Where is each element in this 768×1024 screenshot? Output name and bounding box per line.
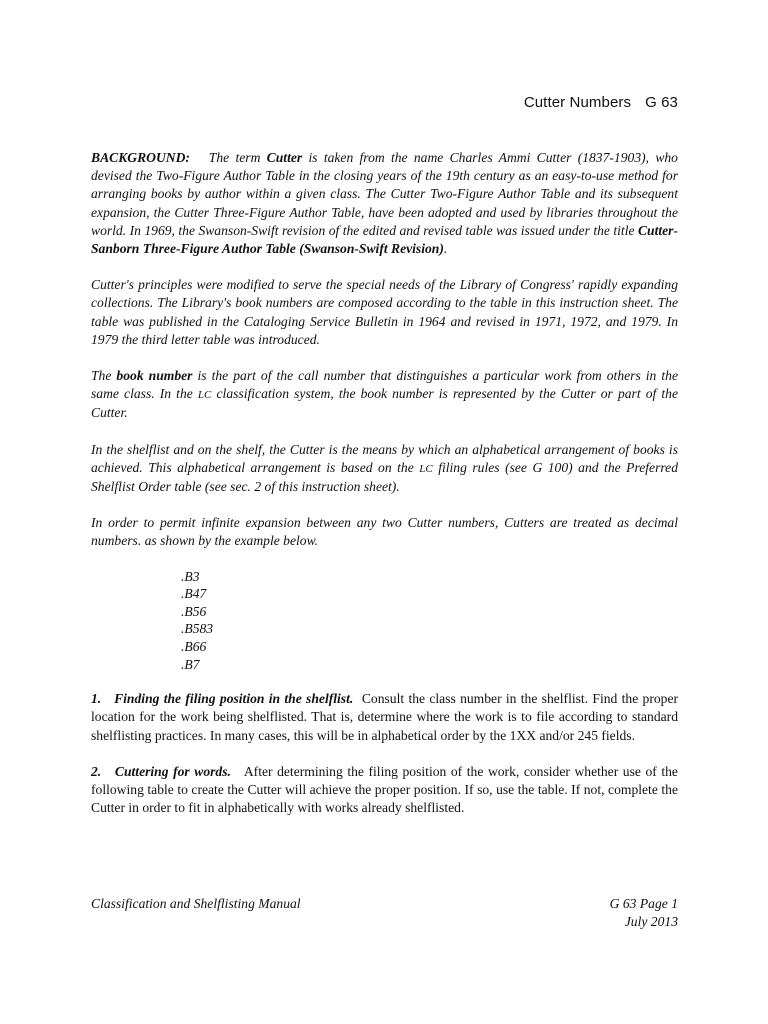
shelflist-paragraph <box>91 441 678 497</box>
background-text-1: The term <box>208 150 261 165</box>
cutter-example: .B583 <box>181 621 214 637</box>
footer-page-number: G 63 Page 1 <box>609 896 678 911</box>
cutter-example-list <box>181 568 678 674</box>
section-2-number: 2. <box>91 763 102 779</box>
header-title: Cutter Numbers <box>523 94 632 111</box>
background-text-2: is taken from the name Charles Ammi Cutter (1837-1903), who devised the Two-Figure Author Table in the closing years of the 19th century as an easy-to-use method for arranging books by author within a given class. The Cutter Two-Figure Author Table and its subsequent expansion, the Cutter Three-Figure Author Table, have been adopted and used by libraries throughout the world. In 1969, the Swanson-Swift revision of the edited and revised table was issued under the title <box>91 150 678 238</box>
background-text-3: . <box>443 241 448 257</box>
section-2-paragraph <box>91 763 678 818</box>
term-book-number: book number <box>116 368 193 384</box>
background-paragraph <box>91 149 678 258</box>
cutter-example: .B56 <box>181 603 207 619</box>
section-1-paragraph <box>91 690 678 745</box>
book-number-text-2: is the part of the call number that distinguishes a particular work from others in the same class. In the <box>91 368 678 402</box>
cutter-example: .B3 <box>181 568 200 584</box>
book-number-text-1: The <box>91 368 112 384</box>
section-1-heading: Finding the filing position in the shelflist. <box>114 691 354 707</box>
footer-date: July 2013 <box>624 914 678 929</box>
section-2-heading: Cuttering for words. <box>114 763 231 779</box>
book-number-paragraph <box>91 367 678 423</box>
shelflist-text-2: filing rules (see G 100) and the Preferred Shelflist Order table (see sec. 2 of this instruction sheet). <box>91 459 678 495</box>
section-1-number: 1. <box>91 691 102 707</box>
background-label: BACKGROUND: <box>91 150 190 165</box>
cutter-example: .B66 <box>181 639 207 655</box>
shelflist-text-1: In the shelflist and on the shelf, the Cutter is the means by which an alphabetical arrangement of books is achieved. This alphabetical arrangement is based on the <box>91 441 678 475</box>
page-header <box>524 94 678 111</box>
term-cutter: Cutter <box>266 150 303 165</box>
page-body <box>91 149 678 835</box>
lc-abbrev: LC <box>197 389 212 402</box>
footer-page-info <box>610 895 678 931</box>
footer-manual-title: Classification and Shelflisting Manual <box>91 896 301 911</box>
book-number-text-3: classification system, the book number is represented by the Cutter or part of the Cutter. <box>91 386 679 421</box>
cutter-example: .B7 <box>181 656 200 672</box>
header-code: G 63 <box>645 94 678 111</box>
section-1-text: Consult the class number in the shelflist. Find the proper location for the work being shelflisted. That is, determine where the work is to file according to standard shelflisting practices. In many cases, this will be in alphabetical order by the 1XX and/or 245 fields. <box>91 691 679 743</box>
lc-abbrev: LC <box>419 462 433 475</box>
expansion-paragraph: In order to permit infinite expansion between any two Cutter numbers, Cutters are treated as decimal numbers. as shown by the example below. <box>91 515 678 549</box>
section-2-text: After determining the filing position of the work, consider whether use of the following table to create the Cutter will achieve the proper position. If so, use the table. If not, complete the Cutter in order to fit in alphabetically with works already shelflisted. <box>91 763 678 816</box>
principles-paragraph: Cutter's principles were modified to serve the special needs of the Library of Congress' rapidly expanding collections. The Library's book numbers are composed according to the table in this instruction sheet. The table was published in the Cataloging Service Bulletin in 1964 and revised in 1971, 1972, and 1979. In 1979 the third letter table was introduced. <box>91 277 678 347</box>
table-title: Cutter-Sanborn Three-Figure Author Table (Swanson-Swift Revision) <box>91 222 678 257</box>
cutter-example: .B47 <box>181 586 207 602</box>
